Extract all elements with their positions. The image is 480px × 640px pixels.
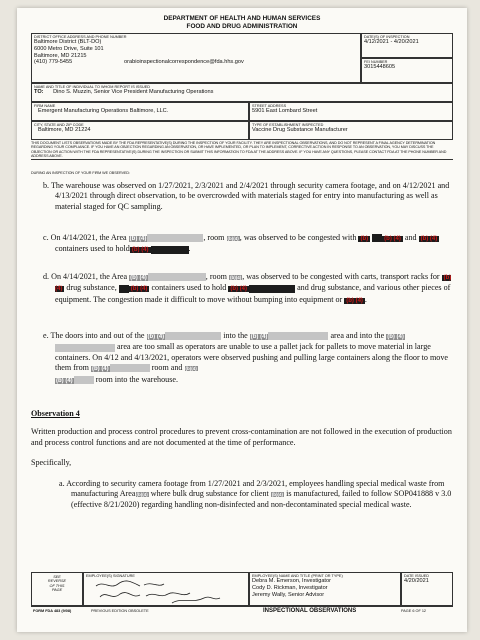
redaction-blank: [74, 376, 94, 384]
redaction-box-red: (b) (4): [420, 236, 438, 242]
redaction-box-red: (b) (4): [130, 286, 148, 293]
item-d-text-1: On 4/14/2021, the Area: [51, 272, 128, 281]
agency-title: FOOD AND DRUG ADMINISTRATION: [186, 22, 298, 30]
item-c: c. On 4/14/2021, the Area (b) (4) , room (b)(4), was observed to be congested with (b) (b) (4) and (b) (4) containers used to hold (b) (4) .: [43, 233, 438, 254]
inspection-dates-label: DATE(S) OF INSPECTION: [364, 35, 410, 39]
observation-4: [31, 409, 453, 511]
specifically-label: Specifically,: [31, 458, 72, 468]
item-c-label: c.: [43, 233, 49, 242]
item-d: d. On 4/14/2021, the Area (b) (4) , room (b)(4), was observed to be congested with carts, transport racks for (b) (4) drug substance, (b) (4) containers used to hold (b) (4) and drug substance, and various other pieces of equipment. The congestion made it difficult to move without bumping into equipment or (b) (4) .: [43, 272, 452, 304]
city-box: [31, 121, 249, 140]
to-prefix: TO:: [34, 89, 44, 96]
redaction-box-red: (b) (4): [346, 297, 363, 304]
district-label: DISTRICT OFFICE ADDRESS AND PHONE NUMBER: [34, 35, 127, 39]
date-issued: 4/20/2021: [404, 578, 429, 585]
redaction-tag: (b)(4): [185, 366, 197, 372]
fei-label: FEI NUMBER: [364, 60, 388, 64]
issued-to-label: NAME AND TITLE OF INDIVIDUAL TO WHOM REPORT IS ISSUED: [34, 85, 150, 89]
redaction-box-red: (b) (4): [55, 275, 452, 293]
observation-4-title: Observation 4: [31, 409, 80, 418]
signature-label: EMPLOYEE(S) SIGNATURE: [86, 574, 135, 578]
see-reverse-box: [31, 572, 83, 606]
employee-name: Jeremy Wally, Senior Advisor: [252, 591, 325, 598]
item-a-text-1: According to security camera footage from 1/27/2021 and 2/3/2021, employees handling special medical waste from manufacturing Area: [66, 478, 445, 499]
item-c-text-5: containers used to hold: [55, 244, 130, 254]
redaction-blank: [110, 364, 150, 372]
district-name: Baltimore District (BLT-DO): [34, 39, 102, 46]
issued-to-box: [31, 83, 453, 102]
redaction-box: (b) (4): [91, 366, 109, 373]
redaction-box-red: (b) (4): [230, 286, 248, 293]
item-e: [31, 331, 453, 386]
item-d-text-6: and drug substance, and various other pieces of equipment. The congestion made it difficult to move without bumping into equipment or: [55, 283, 451, 304]
item-a-text-2: where bulk drug substance for client: [150, 489, 269, 499]
establishment-box: [249, 121, 453, 140]
issued-to-name: Dino S. Muzzin, Senior Vice President Manufacturing Operations: [53, 89, 214, 96]
item-d-text-2: , room: [205, 272, 227, 281]
form-number: FORM FDA 483 (9/08): [33, 609, 72, 613]
redaction-blank-black: [119, 285, 129, 293]
redaction-box: (b) (4): [129, 236, 147, 242]
redaction-tag: (b)(4): [227, 236, 239, 241]
item-e-text-6: room into the warehouse.: [95, 374, 178, 384]
city-label: CITY, STATE AND ZIP CODE: [34, 123, 84, 127]
date-issued-label: DATE ISSUED: [404, 574, 430, 578]
firm-name: Emergent Manufacturing Operations Baltimore, LLC.: [38, 108, 169, 115]
signature-box: [83, 572, 249, 606]
inspection-dates: 4/12/2021 - 4/20/2021: [364, 39, 419, 46]
of-this-label: OF THIS: [49, 583, 65, 588]
employee-names-box: [249, 572, 401, 606]
redaction-blank-black: [372, 234, 382, 242]
redaction-box: (b) (4): [250, 334, 268, 340]
redaction-blank-black: [249, 285, 295, 293]
item-b: [31, 181, 453, 212]
firm-label: FIRM NAME: [34, 104, 56, 108]
establishment-type: Vaccine Drug Substance Manufacturer: [252, 127, 348, 134]
item-d-text-5: containers used to hold: [151, 283, 227, 293]
fei-box: [361, 58, 453, 83]
item-a-text-3: is manufactured, failed to follow SOP041888 v 3.0 (effective 8/21/2020) regarding handling non-disinfected and non-decontaminated special medical waste.: [71, 489, 452, 510]
redaction-box: (b) (4): [56, 377, 73, 384]
district-city: Baltimore, MD 21215: [34, 52, 87, 59]
redaction-tag: (b)(4): [229, 275, 242, 280]
item-e-text-2: into the: [223, 331, 248, 340]
item-c-text-3: , was observed to be congested with: [239, 233, 357, 242]
city-state-zip: Baltimore, MD 21224: [38, 127, 91, 134]
item-b-text: The warehouse was observed on 1/27/2021, 2/3/2021 and 2/4/2021 through security camera footage, and on 4/12/2021 and 4/13/2021 through direct observation, to be overcrowded with materials staged for entry into manufacturing as well as material staged for QC sampling.: [50, 181, 450, 211]
redaction-box: (b) (4): [130, 275, 147, 281]
item-e-text-3: area and into the: [330, 331, 385, 340]
item-e-label: e.: [43, 331, 49, 340]
fda-483-page: [17, 8, 467, 632]
handwritten-signatures: [92, 579, 242, 605]
item-e-text-4: area are too small as operators are unable to use a pallet jack for pallets to move material in large containers. On 4/12 and 4/13/2021, operators were observed pushing and pulling large containers along the floor to move them from: [55, 342, 448, 373]
redaction-box: (b) (4): [387, 334, 404, 340]
item-d-label: d.: [43, 272, 50, 281]
firm-box: [31, 102, 249, 121]
observation-4-text: Written production and process control procedures to prevent cross-contamination are not followed in the execution of production and process control functions and are not documented at the time of performance.: [31, 427, 452, 447]
agency-header: [17, 8, 467, 30]
redaction-blank: [268, 332, 328, 340]
item-e-text-1: The doors into and out of the: [50, 331, 145, 340]
see-label: SEE: [53, 575, 61, 579]
street-box: [249, 102, 453, 121]
redaction-box-red: (b) (4): [131, 247, 149, 254]
redaction-box-red: (b) (4): [384, 236, 401, 242]
form-footer: [31, 606, 453, 617]
date-issued-box: [401, 572, 453, 606]
disclaimer: THIS DOCUMENT LISTS OBSERVATIONS MADE BY THE FDA REPRESENTATIVE(S) DURING THE INSPECTION OF YOUR FACILITY. THEY ARE INSPECTIONAL OBSERVATIONS, AND DO NOT REPRESENT A FINAL AGENCY DETERMINATION REGARDING YOUR COMPLIANCE. IF YOU HAVE AN OBJECTION REGARDING AN OBSERVATION, OR HAVE IMPLEMENTED, OR PLAN TO IMPLEMENT, CORRECTIVE ACTION IN RESPONSE TO AN OBSERVATION, YOU MAY DISCUSS THE OBJECTION OR ACTION WITH THE FDA REPRESENTATIVE(S) DURING THE INSPECTION OR SUBMIT THIS INFORMATION TO FDA AT THE ADDRESS ABOVE. IF YOU HAVE ANY QUESTIONS, PLEASE CONTACT FDA AT THE PHONE NUMBER AND ADDRESS ABOVE.: [31, 141, 453, 160]
item-c-text-4: and: [404, 233, 417, 242]
employee-name: Cody D. Rickman, Investigator: [252, 585, 328, 591]
previous-edition: PREVIOUS EDITION OBSOLETE: [91, 609, 149, 613]
item-b-label: b.: [43, 181, 50, 190]
redaction-blank: [148, 273, 206, 281]
redaction-tag: (b)(4): [271, 492, 284, 498]
redaction-blank: [55, 344, 115, 352]
employee-names-label: EMPLOYEE(S) NAME AND TITLE (PRINT OR TYPE): [252, 574, 343, 578]
street-label: STREET ADDRESS: [252, 104, 287, 108]
district-street: 6000 Metro Drive, Suite 101: [34, 46, 104, 52]
redaction-box: (b) (4): [147, 334, 165, 340]
district-box: [31, 33, 361, 83]
district-phone: (410) 779-5455: [34, 59, 73, 66]
item-c-text-1: On 4/14/2021, the Area: [50, 233, 127, 242]
item-d-text-4: drug substance,: [66, 283, 117, 293]
item-d-text-3: , was observed to be congested with carts, transport racks for: [242, 272, 440, 281]
department-title: DEPARTMENT OF HEALTH AND HUMAN SERVICES: [163, 15, 321, 22]
establishment-label: TYPE OF ESTABLISHMENT INSPECTED: [252, 123, 324, 127]
inspection-dates-box: [361, 33, 453, 58]
redaction-box-red: (b): [360, 236, 369, 242]
street-address: 5901 East Lombard Street: [252, 108, 318, 115]
redaction-tag: (b)(4): [136, 492, 148, 498]
page-label: PAGE: [51, 588, 63, 593]
employee-name: Debra M. Emerson, Investigator: [252, 578, 331, 585]
page-number: PAGE 6 OF 12: [401, 609, 427, 613]
item-a-label: a.: [59, 478, 65, 488]
redaction-blank: [165, 332, 221, 340]
inspectional-observations-title: INSPECTIONAL OBSERVATIONS: [263, 608, 357, 614]
redaction-blank: [147, 234, 203, 242]
district-email: orabioinspectionalcorrespondence@fda.hhs.gov: [124, 59, 244, 66]
item-c-text-2: , room: [203, 233, 225, 242]
reverse-label: REVERSE: [47, 579, 67, 584]
item-e-text-5: room and: [151, 363, 183, 373]
fei-number: 3015448605: [364, 64, 396, 71]
redaction-blank-black: [151, 246, 189, 254]
observed-intro: DURING AN INSPECTION OF YOUR FIRM WE OBSERVED:: [31, 171, 130, 175]
